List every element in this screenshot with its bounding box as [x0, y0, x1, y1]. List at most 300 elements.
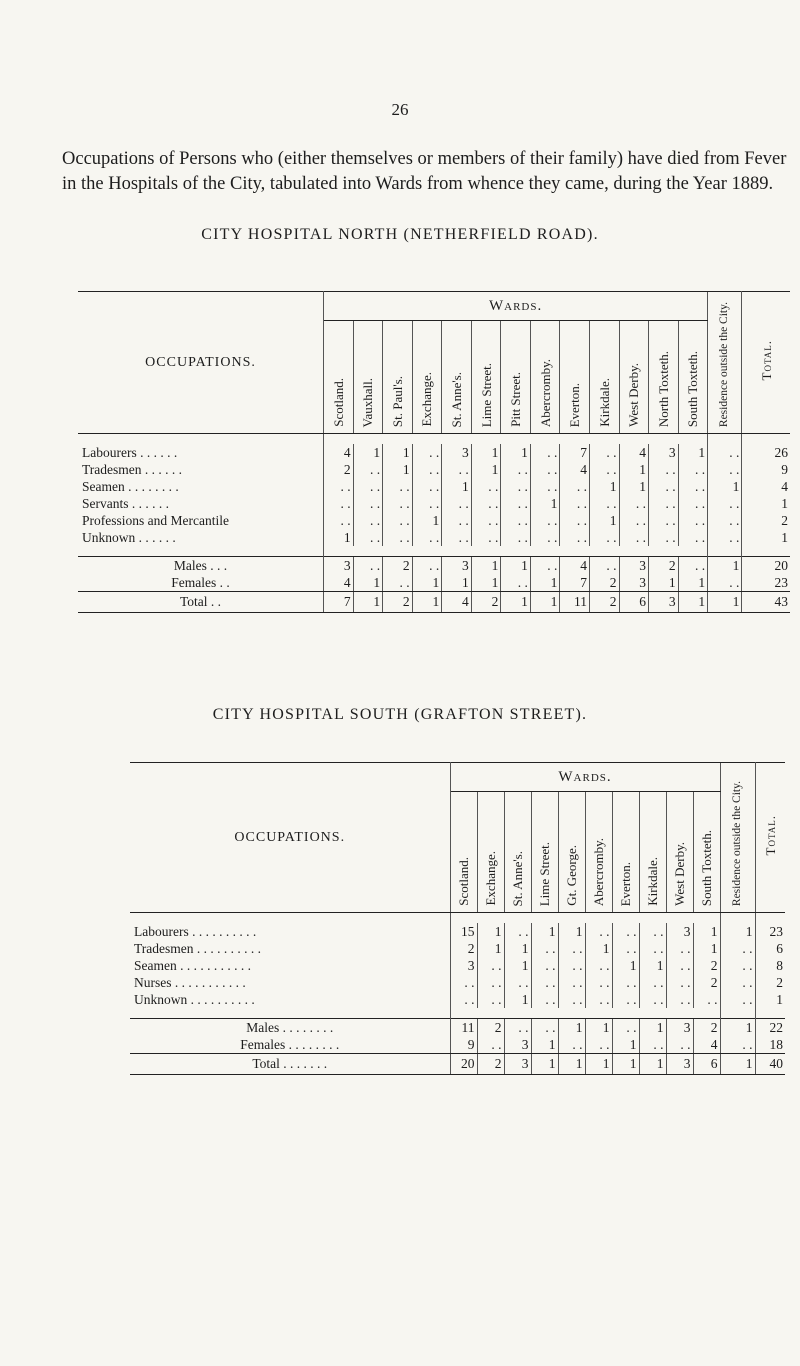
table-cell: 1	[531, 1054, 558, 1075]
table-cell: 2	[649, 557, 679, 575]
table-row	[130, 923, 785, 940]
table-cell: 2	[477, 1054, 504, 1075]
table-cell: . .	[501, 529, 531, 546]
table-cell: 1	[412, 512, 442, 529]
table-cell: . .	[639, 974, 666, 991]
table-cell: 11	[450, 1019, 477, 1037]
table-cell: 1	[585, 1019, 612, 1037]
ward-column-header: Exchange.	[412, 321, 442, 434]
table-cell: 4	[324, 574, 354, 592]
table-cell: 7	[324, 592, 354, 613]
table-cell: . .	[720, 991, 755, 1008]
table-cell: . .	[720, 1036, 755, 1054]
table-cell: . .	[612, 940, 639, 957]
table-cell: 4	[343, 444, 351, 460]
table-cell: . .	[477, 957, 504, 974]
table-cell: 43	[742, 592, 790, 613]
table-cell: 3	[619, 557, 649, 575]
table-cell: 23	[769, 923, 784, 939]
table-cell: . .	[612, 923, 639, 940]
table-cell: 1	[501, 444, 531, 461]
row-label: Females . .	[78, 574, 324, 592]
table-row	[130, 940, 785, 957]
table-cell: . .	[504, 974, 531, 991]
table-cell: 1	[612, 957, 639, 974]
total-header: Total.	[742, 292, 790, 434]
ward-column-header: Abercromby.	[530, 321, 560, 434]
table-row	[78, 557, 790, 575]
table-cell: 1	[612, 1054, 639, 1075]
table-row	[130, 1036, 785, 1054]
table-cell: . .	[585, 1036, 612, 1054]
table-cell: 1	[353, 574, 383, 592]
table-cell: . .	[530, 478, 560, 495]
table-cell: 11	[560, 592, 590, 613]
table-cell: . .	[383, 529, 413, 546]
table-cell: . .	[560, 495, 590, 512]
table-cell: 6	[693, 1054, 720, 1075]
table-cell: . .	[530, 461, 560, 478]
table-cell: 2	[383, 557, 413, 575]
table-cell: . .	[612, 974, 639, 991]
table-cell: . .	[589, 529, 619, 546]
table-row	[130, 974, 785, 991]
table-row	[78, 461, 790, 478]
table-cell: . .	[383, 574, 413, 592]
south-heading: CITY HOSPITAL SOUTH (GRAFTON STREET).	[212, 706, 588, 723]
table-cell: . .	[619, 529, 649, 546]
table-cell: 3	[666, 1019, 693, 1037]
table-cell: 1	[412, 574, 442, 592]
table-cell: . .	[464, 991, 475, 1007]
table-cell: . .	[530, 529, 560, 546]
table-cell: . .	[531, 957, 558, 974]
table-cell: 23	[742, 574, 790, 592]
table-cell: . .	[530, 512, 560, 529]
table-cell: 1	[558, 923, 585, 940]
row-label: Seamen . . . . . . . .	[78, 478, 324, 495]
table-cell: 1	[353, 444, 383, 461]
table-cell: 4	[560, 557, 590, 575]
table-cell: 2	[693, 957, 720, 974]
table-cell: . .	[477, 1036, 504, 1054]
ward-column-header: St. Paul's.	[383, 321, 413, 434]
table-cell: . .	[412, 444, 442, 461]
south-hospital-table	[130, 762, 785, 1075]
table-cell: . .	[531, 974, 558, 991]
table-cell: 3	[649, 444, 679, 461]
table-cell: . .	[612, 1019, 639, 1037]
table-cell: . .	[412, 529, 442, 546]
table-cell: 18	[755, 1036, 785, 1054]
table-cell: 1	[353, 592, 383, 613]
table-cell: . .	[649, 495, 679, 512]
residence-outside-header: Residence outside the City.	[708, 292, 742, 434]
table-cell: 2	[781, 512, 788, 528]
table-cell: 3	[619, 574, 649, 592]
table-cell: . .	[678, 461, 708, 478]
occupations-header: OCCUPATIONS.	[130, 763, 450, 913]
table-cell: 1	[530, 574, 560, 592]
ward-column-header: Exchange.	[477, 792, 504, 913]
table-cell: 1	[619, 478, 649, 495]
ward-column-header: Lime Street.	[531, 792, 558, 913]
table-cell: 8	[776, 957, 784, 973]
table-cell: . .	[585, 957, 612, 974]
table-cell: 9	[450, 1036, 477, 1054]
row-label: Professions and Mercantile	[78, 512, 324, 529]
table-cell: 6	[619, 592, 649, 613]
table-cell: 1	[720, 1019, 755, 1037]
table-row	[78, 529, 790, 546]
table-cell: 1	[501, 557, 531, 575]
table-cell: . .	[531, 991, 558, 1008]
table-cell: 1	[678, 574, 708, 592]
table-cell: 3	[442, 444, 472, 461]
table-cell: . .	[340, 512, 351, 528]
row-label: Labourers . . . . . .	[78, 444, 324, 461]
table-cell: . .	[501, 512, 531, 529]
table-cell: 7	[560, 574, 590, 592]
table-cell: 2	[693, 974, 720, 991]
table-row	[130, 1019, 785, 1037]
table-row	[78, 512, 790, 529]
table-cell: 1	[693, 940, 720, 957]
table-cell: 1	[585, 1054, 612, 1075]
table-cell: 2	[343, 461, 351, 477]
table-cell: 1	[708, 592, 742, 613]
ward-column-header: Everton.	[612, 792, 639, 913]
table-cell: 1	[612, 1036, 639, 1054]
table-cell: 4	[442, 592, 472, 613]
total-header: Total.	[755, 763, 785, 913]
north-hospital-table	[78, 291, 790, 613]
table-cell: . .	[471, 478, 501, 495]
table-cell: 1	[383, 444, 413, 461]
table-cell: . .	[471, 529, 501, 546]
wards-header: Wards.	[324, 292, 708, 321]
table-cell: 1	[531, 1036, 558, 1054]
table-cell: 20	[742, 557, 790, 575]
table-row	[130, 1054, 785, 1075]
table-cell: . .	[589, 444, 619, 461]
table-cell: . .	[708, 444, 742, 461]
table-cell: 1	[504, 957, 531, 974]
table-cell: 1	[678, 444, 708, 461]
ward-column-header: West Derby.	[619, 321, 649, 434]
table-cell: . .	[666, 1036, 693, 1054]
table-cell: 3	[504, 1036, 531, 1054]
table-cell: . .	[504, 1019, 531, 1037]
table-cell: . .	[649, 478, 679, 495]
table-cell: . .	[666, 974, 693, 991]
ward-column-header: South Toxteth.	[693, 792, 720, 913]
table-cell: . .	[639, 1036, 666, 1054]
intro-paragraph: Occupations of Persons who (either themselves or members of their family) have died from Fever in the Hospitals of the City, tabulated into Wards from whence they came, during the Year 1889.	[62, 149, 787, 194]
table-cell: . .	[442, 461, 472, 478]
row-label: Nurses . . . . . . . . . . .	[130, 974, 450, 991]
table-cell: 2	[693, 1019, 720, 1037]
row-label: Labourers . . . . . . . . . .	[130, 923, 450, 940]
wards-header: Wards.	[450, 763, 720, 792]
table-cell: 1	[720, 923, 755, 940]
table-cell: . .	[708, 495, 742, 512]
table-row	[78, 444, 790, 461]
row-label: Total . . . . . . .	[130, 1054, 450, 1075]
table-cell: 2	[589, 592, 619, 613]
table-cell: . .	[477, 991, 504, 1008]
table-cell: . .	[471, 495, 501, 512]
table-cell: 20	[450, 1054, 477, 1075]
page-number: 26	[391, 100, 409, 119]
table-cell: . .	[708, 529, 742, 546]
ward-column-header: Everton.	[560, 321, 590, 434]
ward-column-header: Scotland.	[450, 792, 477, 913]
table-cell: 1	[530, 495, 560, 512]
table-cell: . .	[666, 957, 693, 974]
table-cell: . .	[501, 495, 531, 512]
table-cell: 1	[639, 957, 666, 974]
ward-column-header: Pitt Street.	[501, 321, 531, 434]
table-cell: 2	[589, 574, 619, 592]
table-cell: 1	[471, 574, 501, 592]
table-row	[78, 592, 790, 613]
table-cell: . .	[412, 495, 442, 512]
table-cell: . .	[666, 940, 693, 957]
row-label: Tradesmen . . . . . .	[78, 461, 324, 478]
table-cell: 1	[531, 923, 558, 940]
table-cell: . .	[589, 495, 619, 512]
table-cell: . .	[383, 512, 413, 529]
table-cell: . .	[619, 512, 649, 529]
table-cell: . .	[530, 444, 560, 461]
table-cell: . .	[383, 495, 413, 512]
ward-column-header: South Toxteth.	[678, 321, 708, 434]
table-cell: . .	[720, 957, 755, 974]
table-cell: . .	[531, 1019, 558, 1037]
table-cell: . .	[501, 461, 531, 478]
table-cell: . .	[558, 991, 585, 1008]
row-label: Males . . .	[78, 557, 324, 575]
table-cell: 1	[776, 991, 784, 1007]
table-cell: 1	[383, 461, 413, 478]
table-cell: 4	[781, 478, 788, 494]
table-cell: . .	[639, 991, 666, 1008]
row-label: Total . .	[78, 592, 324, 613]
table-cell: . .	[353, 512, 383, 529]
table-cell: . .	[612, 991, 639, 1008]
table-row	[130, 991, 785, 1008]
table-cell: 1	[720, 1054, 755, 1075]
table-cell: 3	[467, 957, 475, 973]
row-label: Tradesmen . . . . . . . . . .	[130, 940, 450, 957]
table-cell: 2	[467, 940, 475, 956]
table-cell: . .	[558, 1036, 585, 1054]
table-cell: 1	[530, 592, 560, 613]
table-cell: . .	[708, 574, 742, 592]
table-cell: 26	[774, 444, 788, 460]
table-cell: . .	[649, 529, 679, 546]
ward-column-header: West Derby.	[666, 792, 693, 913]
row-label: Servants . . . . . .	[78, 495, 324, 512]
table-cell: . .	[504, 923, 531, 940]
table-cell: 1	[477, 940, 504, 957]
table-cell: . .	[353, 461, 383, 478]
table-cell: 2	[776, 974, 784, 990]
table-cell: 1	[558, 1054, 585, 1075]
table-cell: . .	[442, 512, 472, 529]
table-cell: . .	[353, 529, 383, 546]
ward-column-header: Kirkdale.	[589, 321, 619, 434]
table-cell: 15	[461, 923, 475, 939]
table-cell: 3	[504, 1054, 531, 1075]
table-row	[78, 478, 790, 495]
table-cell: 2	[471, 592, 501, 613]
table-cell: 1	[781, 529, 788, 545]
table-cell: . .	[558, 974, 585, 991]
table-cell: . .	[442, 529, 472, 546]
table-cell: . .	[501, 574, 531, 592]
ward-column-header: North Toxteth.	[649, 321, 679, 434]
table-cell: 1	[504, 940, 531, 957]
table-cell: . .	[708, 512, 742, 529]
table-cell: . .	[353, 478, 383, 495]
table-cell: 7	[560, 444, 590, 461]
table-cell: 3	[666, 1054, 693, 1075]
table-cell: 1	[649, 574, 679, 592]
row-label: Females . . . . . . . .	[130, 1036, 450, 1054]
row-label: Unknown . . . . . . . . . .	[130, 991, 450, 1008]
ward-column-header: Gt. George.	[558, 792, 585, 913]
table-cell: 1	[708, 478, 742, 495]
table-cell: . .	[412, 557, 442, 575]
table-cell: . .	[501, 478, 531, 495]
row-label: Seamen . . . . . . . . . . .	[130, 957, 450, 974]
table-cell: 4	[619, 444, 649, 461]
table-cell: . .	[558, 940, 585, 957]
table-cell: . .	[412, 461, 442, 478]
ward-column-header: Vauxhall.	[353, 321, 383, 434]
table-cell: 1	[619, 461, 649, 478]
table-cell: 1	[477, 923, 504, 940]
table-cell: . .	[639, 940, 666, 957]
table-cell: . .	[353, 495, 383, 512]
row-label: Unknown . . . . . .	[78, 529, 324, 546]
table-cell: 2	[383, 592, 413, 613]
table-cell: . .	[720, 974, 755, 991]
table-cell: . .	[340, 495, 351, 511]
table-cell: . .	[558, 957, 585, 974]
table-cell: . .	[560, 529, 590, 546]
table-cell: 1	[471, 444, 501, 461]
table-cell: . .	[442, 495, 472, 512]
table-cell: . .	[639, 923, 666, 940]
table-cell: 1	[589, 478, 619, 495]
table-cell: 22	[755, 1019, 785, 1037]
table-cell: 2	[477, 1019, 504, 1037]
table-cell: 1	[504, 991, 531, 1008]
table-cell: . .	[678, 478, 708, 495]
ward-column-header: Lime Street.	[471, 321, 501, 434]
table-row	[78, 574, 790, 592]
table-cell: . .	[585, 923, 612, 940]
table-cell: . .	[678, 557, 708, 575]
table-cell: 1	[558, 1019, 585, 1037]
table-cell: . .	[383, 478, 413, 495]
table-cell: 1	[471, 557, 501, 575]
table-cell: 1	[471, 461, 501, 478]
table-cell: 1	[442, 478, 472, 495]
table-cell: . .	[678, 529, 708, 546]
row-label: Males . . . . . . . .	[130, 1019, 450, 1037]
table-cell: . .	[589, 461, 619, 478]
table-row	[78, 495, 790, 512]
ward-column-header: Abercromby.	[585, 792, 612, 913]
table-cell: 1	[585, 940, 612, 957]
table-cell: . .	[649, 512, 679, 529]
table-cell: . .	[560, 478, 590, 495]
table-cell: . .	[530, 557, 560, 575]
table-cell: 1	[501, 592, 531, 613]
table-cell: 3	[666, 923, 693, 940]
table-cell: 1	[343, 529, 351, 545]
table-cell: . .	[353, 557, 383, 575]
table-cell: 1	[693, 923, 720, 940]
ward-column-header: St. Anne's.	[442, 321, 472, 434]
table-cell: . .	[560, 512, 590, 529]
table-row	[130, 957, 785, 974]
table-cell: . .	[708, 461, 742, 478]
table-cell: . .	[585, 991, 612, 1008]
table-cell: 3	[649, 592, 679, 613]
table-cell: 4	[693, 1036, 720, 1054]
table-cell: 1	[442, 574, 472, 592]
table-cell: . .	[471, 512, 501, 529]
table-cell: 40	[755, 1054, 785, 1075]
table-cell: . .	[649, 461, 679, 478]
table-cell: 1	[412, 592, 442, 613]
table-cell: 1	[639, 1019, 666, 1037]
table-cell: . .	[678, 495, 708, 512]
table-cell: 1	[678, 592, 708, 613]
table-cell: . .	[666, 991, 693, 1008]
ward-column-header: Kirkdale.	[639, 792, 666, 913]
ward-column-header: Scotland.	[324, 321, 354, 434]
north-heading: CITY HOSPITAL NORTH (NETHERFIELD ROAD).	[201, 226, 599, 243]
occupations-header: OCCUPATIONS.	[78, 292, 324, 434]
table-cell: . .	[678, 512, 708, 529]
table-cell: . .	[585, 974, 612, 991]
table-cell: 9	[781, 461, 788, 477]
table-cell: 1	[639, 1054, 666, 1075]
table-cell: 3	[442, 557, 472, 575]
table-cell: . .	[693, 991, 720, 1008]
table-cell: 1	[781, 495, 788, 511]
table-cell: 4	[560, 461, 590, 478]
table-cell: . .	[412, 478, 442, 495]
ward-column-header: St. Anne's.	[504, 792, 531, 913]
table-cell: 6	[776, 940, 784, 956]
table-cell: . .	[340, 478, 351, 494]
table-cell: 1	[708, 557, 742, 575]
table-cell: . .	[589, 557, 619, 575]
table-cell: 1	[589, 512, 619, 529]
table-cell: . .	[477, 974, 504, 991]
table-cell: . .	[619, 495, 649, 512]
table-cell: . .	[531, 940, 558, 957]
table-cell: 3	[324, 557, 354, 575]
table-cell: . .	[720, 940, 755, 957]
